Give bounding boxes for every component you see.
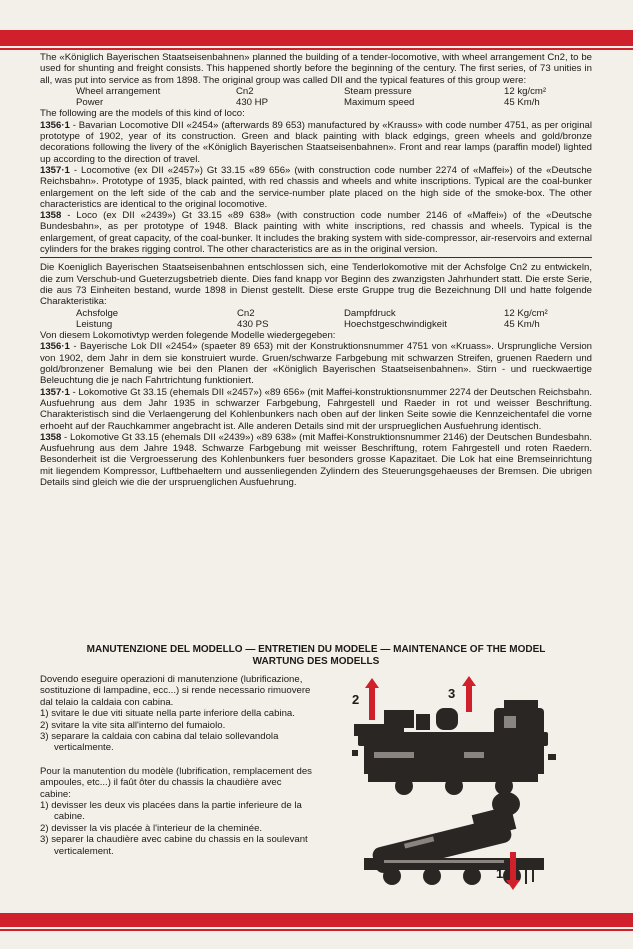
it-intro: Dovendo eseguire operazioni di manutenzione (lubrificazione, sostituzione di lampadine, ecc...) si rende necessario rimuovere dal telaio la caldaia con cabina.	[40, 674, 311, 708]
list-item: 2) devisser la vis placée à l'interieur de la cheminée.	[40, 822, 263, 834]
arrow-up-icon	[365, 678, 379, 688]
arrow-down-icon	[506, 880, 520, 890]
maintenance-title-line1: MANUTENZIONE DEL MODELLO — ENTRETIEN DU MODELE — MAINTENANCE OF THE MODEL	[86, 644, 546, 655]
top-red-band	[0, 30, 633, 46]
section-divider	[40, 257, 592, 258]
model-text: - Loco (ex DII «2439») Gt 33.15 «89 638» (with construction code number 2146 of «Maffei») of the «Deutsche Bundesbahn», as per prototype of 1948. Black painting with white inscriptions, red chassis and wheels. Typical is the enlargement, of great capacity, of the coal-bunker. It includes the braking system with side-compressor, air-reservoirs and external cylinders for the brakes rigging control. The other characteristics are as in the original version.	[40, 210, 592, 256]
fr-intro: Pour la manutention du modèle (lubrification, remplacement des ampoules, etc...) il faût ôter du chassis la chaudière avec cabine:	[40, 765, 312, 800]
list-item: 3) separare la caldaia con cabina dal telaio sollevandola verticalmente.	[40, 731, 279, 754]
it-steps	[40, 708, 312, 754]
model-text: - Locomotive (ex DII «2457») Gt 33.15 «89 656» (with construction code number 2274 of «Maffei») of the «Deutsche Reichsbahn». Prototype of 1935, black painted, with red chassis and wheels and white inscriptions. Typical are the coal-bunker enlargement on the left side of the cab and the service-number plate placed on the high side of the smoke-box. The other characteristics are identical to the original locomotive.	[40, 164, 592, 210]
spec-value: 430 HP	[236, 97, 268, 109]
model-code: 1356·1	[40, 341, 70, 353]
model-code: 1357·1	[40, 386, 70, 398]
en-intro: The «Königlich Bayerischen Staatseisenbahnen» planned the building of a tender-locomotive, with wheel arrangement Cn2, to be used for shunting and freight consists. This happened shortly before the beginning of the century. The first series, of 73 unities in all, was put into service as from 1898. The original group was called DII and the typical features of this group were:	[40, 52, 592, 86]
model-text: - Lokomotive Gt 33.15 (ehemals DII «2439») «89 638» (mit Maffei-Konstruktionsnummer 2146) der Deutschen Bundesbahn. Ausfuehrung aus dem Jahre 1948. Schwarze Farbgebung mit weisser Beschriftung, rotem Fahrgestell und roten Raedern. Besonderheit ist die Vergroesserung des Kohlenbunkers fuer besonders grosse Kapazitaet. Die Lok hat eine Bremseinrichtung mit liegendem Kompressor, Luftbehaeltern und aussenliegenden Zylindern des Steuerungsgehaeuses der Bremsen. Die ubrigen Details sind gleich wie die der urspruenglichen Ausfuehrung.	[40, 431, 592, 488]
spec-label: Hoechstgeschwindigkeit	[344, 318, 447, 330]
maintenance-title	[40, 644, 592, 667]
list-item: 3) separer la chaudière avec cabine du chassis en la soulevant verticalement.	[40, 834, 308, 857]
en-models-intro: The following are the models of this kind of loco:	[40, 108, 245, 120]
spec-label: Leistung	[76, 318, 113, 330]
de-model-1357	[40, 387, 592, 432]
spec-value: Cn2	[237, 307, 255, 319]
spec-value: 45 Km/h	[504, 318, 540, 330]
model-code: 1358	[40, 210, 62, 222]
en-model-1357	[40, 165, 592, 210]
arrow-3-shaft	[466, 686, 472, 712]
step-1-label: 1	[496, 866, 504, 881]
de-specs	[40, 308, 592, 331]
maintenance-instructions	[40, 674, 312, 857]
spec-value: 12 Kg/cm²	[504, 307, 548, 319]
en-specs	[40, 86, 592, 109]
maintenance-title-line2: WARTUNG DES MODELLS	[252, 655, 380, 667]
step-3-label: 3	[448, 686, 456, 701]
list-item: 2) svitare la vite sita all'interno del fumaiolo.	[40, 719, 226, 731]
step-2-label: 2	[352, 692, 360, 707]
spec-label: Steam pressure	[344, 85, 412, 97]
fr-steps	[40, 800, 312, 857]
spec-value: Cn2	[236, 85, 254, 97]
de-models-intro: Von diesem Lokomotivtyp werden folegende Modelle wiedergegeben:	[40, 330, 336, 342]
locomotive-illustration	[344, 670, 604, 902]
bottom-red-band	[0, 913, 633, 927]
de-intro: Die Koeniglich Bayerischen Staatseisenbahnen entschlossen sich, eine Tenderlokomotive mit der Achsfolge Cn2 zu entwickeln, die zum Verschub-und Gueterzugsbetrieb diente. Dies fand knapp vor Beginn des zwanzigsten Jahrhundert statt. Die erste Serie, die aus 73 Einheiten bestand, wurde 1898 in Dienst gestellt. Diese erste Gruppe trug die Bezeichnung DII und hatte folgende Charakteristika:	[40, 262, 592, 308]
en-model-1356	[40, 120, 592, 165]
model-code: 1356·1	[40, 119, 70, 131]
main-text	[40, 52, 592, 488]
model-code: 1357·1	[40, 164, 70, 176]
bottom-red-rule	[0, 929, 633, 931]
model-code: 1358	[40, 431, 62, 443]
model-text: - Lokomotive Gt 33.15 (ehemals DII «2457») «89 656» (mit Maffei-konstruktionsnummer 2274 der Deutschen Reichsbahn. Ausfuehrung aus dem Jahr 1935 in schwarzer Farbgebung, Fahrgestell und Raeder in rot und weisser Beschriftung. Charakteristisch sind die Verlaengerung del Kohlenbunkers nach oben auf der linken Seite sowie die Kennzeichentafel die vorne erhoeht auf der Rauchkammer angebracht ist. Alle anderen Details sind mit der ursprueglichen Ausfuehrung identisch.	[40, 386, 592, 432]
spec-label: Dampfdruck	[344, 307, 396, 319]
arrow-1-shaft	[510, 852, 516, 880]
spec-label: Wheel arrangement	[76, 85, 161, 97]
en-model-1358	[40, 210, 592, 255]
list-item: 1) devisser les deux vis placées dans la partie inferieure de la cabine.	[40, 800, 302, 823]
spec-value: 430 PS	[237, 318, 269, 330]
arrow-2-shaft	[369, 688, 375, 720]
de-model-1356	[40, 341, 592, 386]
model-text: - Bavarian Locomotive DII «2454» (afterwards 89 653) manufactured by «Krauss» with code number 4751, as per original prototype of 1902, year of its construction. Green and black painting with black edgings, green wheels and gold/bronze decorations following the livery of the «Königlich Bayerischen Staatseisenbahnen». Front and rear lamps (paraffin model) lighted up according to the direction of travel.	[40, 119, 592, 165]
spec-label: Maximum speed	[344, 97, 415, 109]
spec-label: Power	[76, 97, 104, 109]
arrow-up-icon	[462, 676, 476, 686]
list-item: 1) svitare le due viti situate nella parte inferiore della cabina.	[40, 708, 295, 720]
top-red-rule	[0, 48, 633, 50]
disassembled-locomotive	[364, 792, 544, 885]
spec-value: 45 Km/h	[504, 97, 540, 109]
locomotive-icon	[344, 670, 604, 902]
spec-value: 12 kg/cm²	[504, 85, 547, 97]
assembled-locomotive	[352, 700, 556, 795]
de-model-1358	[40, 432, 592, 488]
model-text: - Bayerische Lok DII «2454» (spaeter 89 653) mit der Konstruktionsnummer 4751 von «Kruass». Ursprungliche Version von 1902, dem Jahr in dem sie konstruiert wurde. Gruen/schwarze Farbgebung mit schwarzen Streifen, gruenen Raedern und gold/bronzener Bemalung wie bei den Planen der «Königlich Bayerischen Staatseisenbahnen». Stirn - und rueckwaertige Beleuchtung die je nach Fahrtrichtung funktioniert.	[40, 341, 592, 387]
spec-label: Achsfolge	[76, 307, 119, 319]
